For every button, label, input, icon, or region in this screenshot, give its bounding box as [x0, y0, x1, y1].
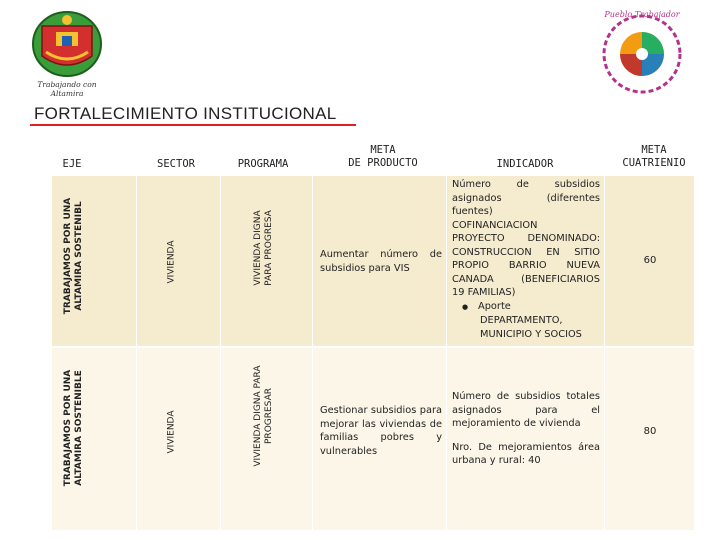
row2-programa-line2: PROGRESAR	[264, 388, 274, 444]
column-divider	[136, 176, 137, 530]
indicador-sub-line: DEPARTAMENTO,	[480, 315, 563, 326]
indicador-line: COFINANCIACION	[452, 219, 538, 231]
indicador-line: CONSTRUCCION EN SITIO	[452, 246, 600, 258]
column-header-meta-producto-line1: META	[370, 144, 396, 156]
row2-programa	[253, 365, 275, 466]
row1-indicador	[452, 178, 600, 341]
row2-meta-producto: Gestionar subsidios para mejorar las viviendas de familias pobres y vulnerables	[320, 405, 442, 457]
indicador-line: fuentes)	[452, 206, 493, 217]
indicador-text: Nro. De mejoramientos área urbana y rural: 40	[452, 441, 600, 466]
row1-programa-line1: VIVIENDA DIGNA	[253, 210, 263, 286]
row1-meta-cuatrienio: 60	[643, 255, 657, 266]
goals-table	[52, 130, 694, 530]
column-header-sector: SECTOR	[157, 158, 195, 170]
pueblo-trabajador-logo	[592, 8, 692, 100]
row2-programa-line1: VIVIENDA DIGNA PARA	[253, 365, 263, 467]
indicador-line: PROYECTO DENOMINADO:	[452, 233, 600, 244]
column-divider	[312, 176, 313, 530]
row1-eje	[63, 198, 85, 315]
indicador-sub-line: MUNICIPIO Y SOCIOS	[480, 328, 582, 340]
indicador-line: 19 FAMILIAS)	[452, 287, 516, 298]
row1-sector: VIVIENDA	[166, 240, 177, 284]
row2-eje	[63, 370, 85, 487]
column-header-meta-cuatrienio-line1: META	[641, 144, 667, 156]
row1-eje-line1: TRABAJAMOS POR UNA	[63, 197, 73, 315]
bullet-icon: ●	[461, 302, 469, 311]
indicador-line: Número de subsidios	[452, 179, 600, 190]
row2-eje-line1: TRABAJAMOS POR UNA	[63, 369, 73, 487]
column-header-indicador: INDICADOR	[496, 158, 554, 170]
indicador-line: PROPIO BARRIO NUEVA	[452, 260, 600, 271]
row1-meta-producto: Aumentar número de subsidios para VIS	[320, 249, 442, 274]
column-header-meta-cuatrienio-line2: CUATRIENIO	[622, 157, 686, 169]
page-title: FORTALECIMIENTO INSTITUCIONAL	[34, 104, 337, 123]
row1-eje-line2: ALTAMIRA SOSTENIBL	[74, 201, 84, 311]
logo-left-caption: Trabajando con Altamira	[37, 80, 97, 98]
column-header-meta-producto-line2: DE PRODUCTO	[348, 157, 418, 169]
row2-meta-cuatrienio: 80	[643, 426, 657, 437]
municipal-shield-logo	[22, 8, 112, 98]
indicador-bullet-item	[452, 300, 600, 315]
title-underline	[30, 124, 356, 126]
column-header-eje: EJE	[62, 158, 82, 170]
row2-sector: VIVIENDA	[166, 410, 177, 454]
column-divider	[604, 176, 605, 530]
row1-programa-line2: PARA PROGRESA	[264, 210, 274, 286]
indicador-bullet-text: Aporte	[478, 300, 511, 312]
column-divider	[220, 176, 221, 530]
indicador-line: CANADA (BENEFICIARIOS	[452, 273, 600, 285]
row2-eje-line2: ALTAMIRA SOSTENIBLE	[74, 370, 84, 486]
column-header-programa: PROGRAMA	[237, 158, 289, 170]
indicador-line: asignados (diferentes	[452, 192, 600, 204]
row2-indicador	[452, 390, 600, 468]
column-header-meta-cuatrienio	[614, 144, 694, 170]
logo-right-caption: Pueblo Trabajador	[604, 10, 680, 19]
row1-programa	[253, 210, 275, 286]
column-divider	[446, 176, 447, 530]
indicador-text: Número de subsidios totales asignados para el mejoramiento de vivienda	[452, 391, 600, 429]
column-header-meta-producto	[320, 144, 446, 170]
